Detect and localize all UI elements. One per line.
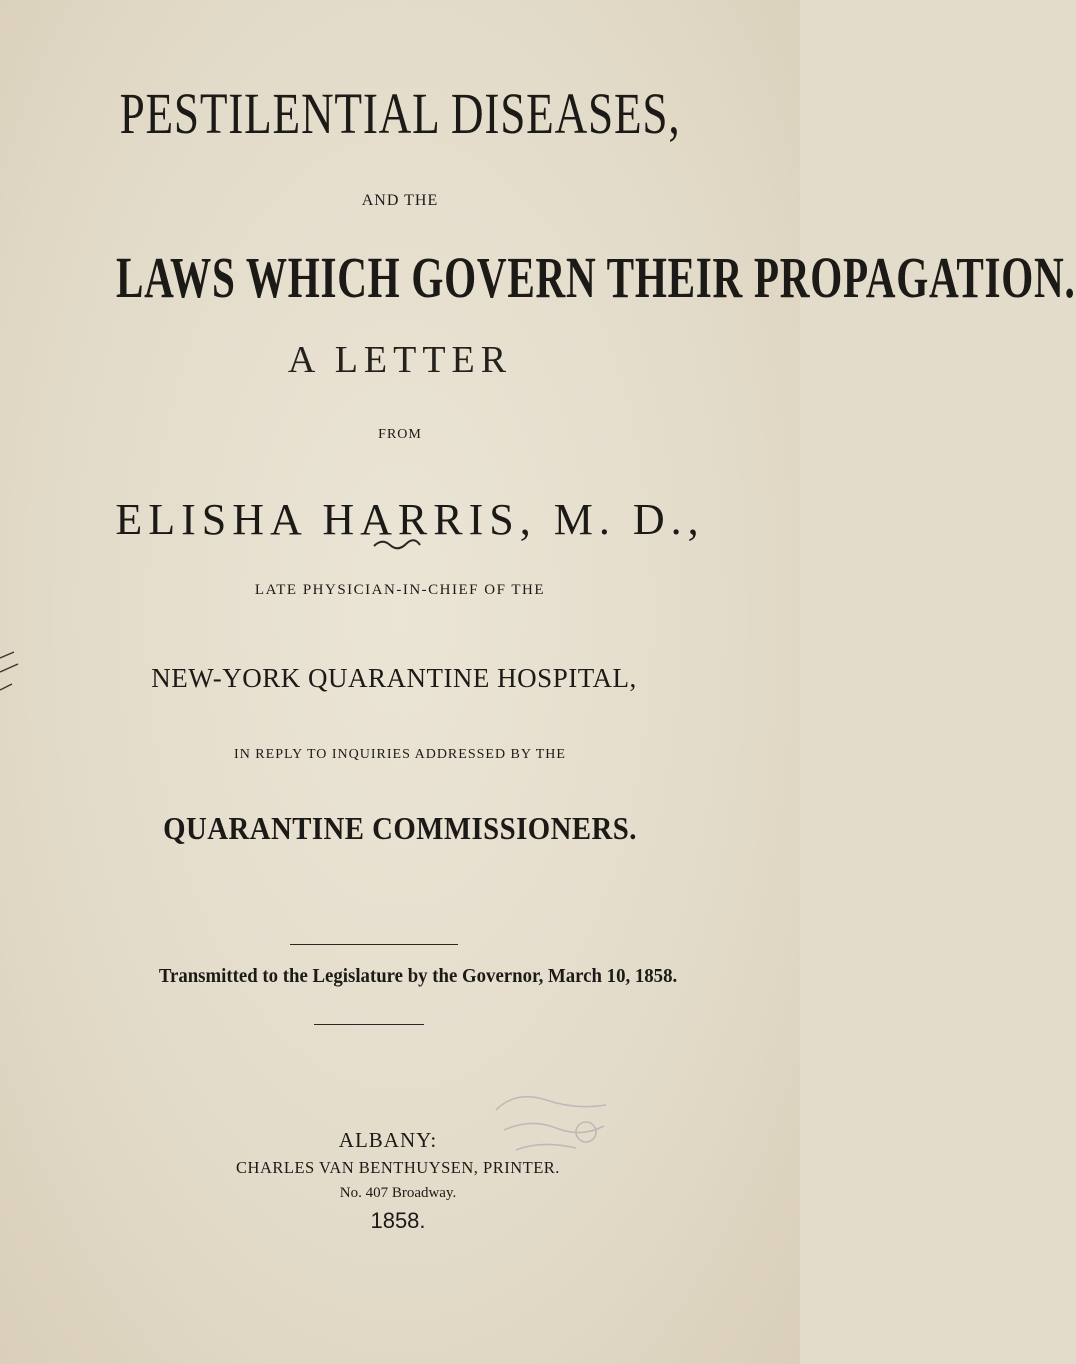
subtitle: LAWS WHICH GOVERN THEIR PROPAGATION. — [116, 245, 1076, 310]
document-form: A LETTER — [287, 339, 513, 381]
ink-mark — [372, 536, 422, 550]
author-name: ELISHA HARRIS, M. D., — [115, 495, 705, 544]
imprint-city: ALBANY: — [338, 1128, 438, 1152]
title-connector: AND THE — [361, 192, 439, 209]
author-position: LATE PHYSICIAN-IN-CHIEF OF THE — [254, 582, 546, 598]
addressee: QUARANTINE COMMISSIONERS. — [163, 810, 637, 846]
imprint-year: 1858. — [370, 1208, 426, 1233]
institution-name: NEW-YORK QUARANTINE HOSPITAL, — [151, 663, 637, 693]
library-stamp — [486, 1070, 616, 1170]
divider-rule — [290, 944, 458, 945]
divider-rule — [314, 1024, 424, 1025]
reply-line: IN REPLY TO INQUIRIES ADDRESSED BY THE — [234, 747, 566, 762]
from-label: FROM — [378, 427, 422, 442]
main-title: PESTILENTIAL DISEASES, — [119, 81, 681, 146]
transmittal-note: Transmitted to the Legislature by the Governor, March 10, 1858. — [158, 965, 678, 987]
imprint-printer: CHARLES VAN BENTHUYSEN, PRINTER. — [236, 1158, 560, 1177]
page-edge-mark — [0, 650, 22, 710]
imprint-address: No. 407 Broadway. — [339, 1185, 457, 1201]
